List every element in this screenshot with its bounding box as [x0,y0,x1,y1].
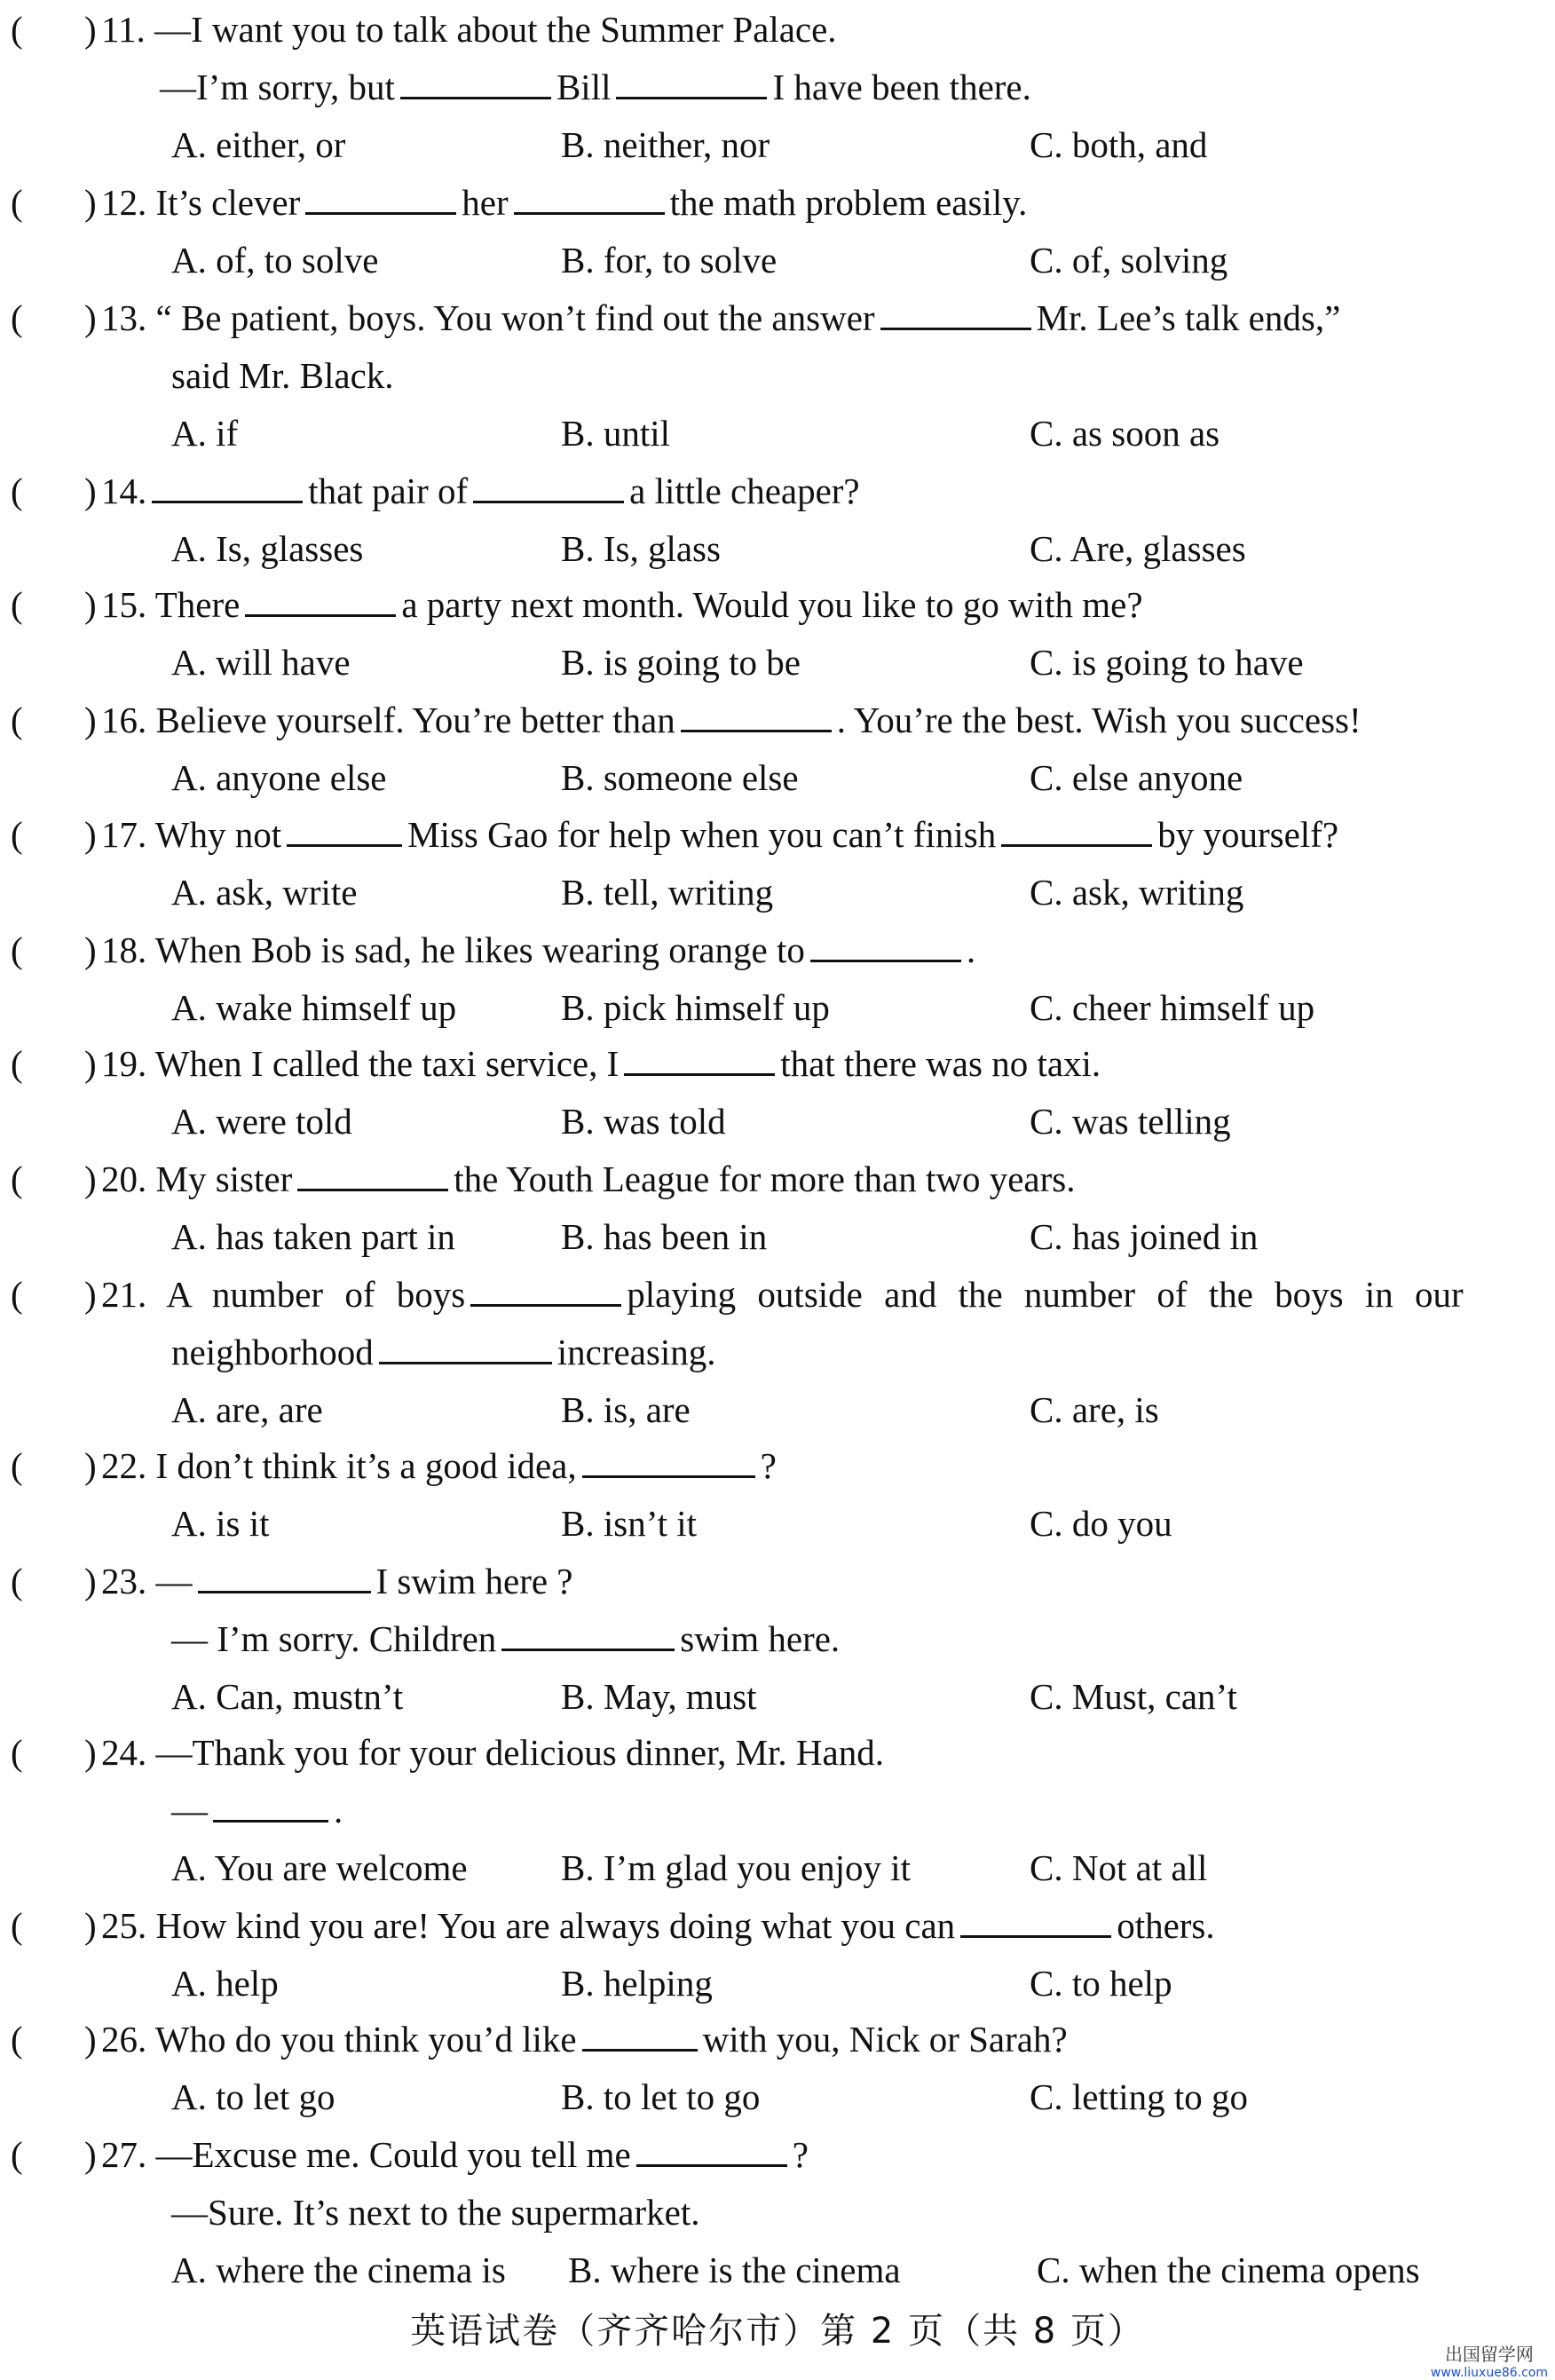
answer-paren-close: ) [84,9,97,50]
text: playing outside and the number of the boys in our [627,1274,1464,1315]
question-text [171,1783,343,1837]
text: I don’t think it’s a good idea, [155,1445,577,1486]
text: . [966,929,976,970]
question-text: —Sure. It’s next to the supermarket. [171,2192,700,2233]
answer-paren-close: ) [84,1905,97,1946]
option-a: A. will have [171,642,351,683]
option-b: B. is, are [561,1389,691,1430]
option-a: A. help [171,1963,279,2004]
option-c: C. when the cinema opens [1037,2250,1420,2290]
question-number: 12. [101,182,147,223]
text: Why not [154,814,282,855]
question-number: 21. [101,1274,147,1315]
answer-paren-close: ) [84,1732,97,1773]
question-number: 24. [101,1732,147,1773]
option-c: C. cheer himself up [1030,987,1315,1028]
answer-paren-open: ( [11,182,23,223]
answer-paren-open: ( [11,470,23,511]
answer-paren-close: ) [84,1274,97,1315]
option-c: C. is going to have [1030,642,1304,683]
option-b: B. until [561,413,671,454]
question-number: 20. [101,1158,147,1199]
option-b: B. is going to be [561,642,801,683]
question-text [101,464,860,518]
option-a: A. anyone else [171,757,387,798]
question-text [101,1268,1464,1321]
option-b: B. pick himself up [561,987,830,1028]
text: I swim here ? [375,1561,573,1601]
answer-paren-close: ) [84,929,97,970]
question-text [101,291,1340,344]
option-a: A. Is, glasses [171,528,364,569]
question-text [101,1439,777,1492]
option-b: B. I’m glad you enjoy it [561,1847,912,1888]
answer-paren-close: ) [84,700,97,740]
option-c: C. has joined in [1030,1216,1259,1257]
question-number: 16. [101,700,147,740]
blank [473,469,624,503]
option-c: C. else anyone [1030,757,1243,798]
blank [514,180,665,215]
watermark-title: 出国留学网 [1444,2344,1534,2365]
blank [616,65,767,99]
answer-paren-open: ( [11,1043,23,1084]
answer-paren-open: ( [11,2019,23,2060]
text: It’s clever [155,182,301,223]
question-text [101,1037,1101,1090]
option-c: C. are, is [1030,1389,1159,1430]
question-text [101,923,975,977]
question-text [101,1899,1215,1952]
option-c: C. to help [1030,1963,1172,2004]
option-b: B. has been in [561,1216,768,1257]
text: A number of boys [166,1274,466,1315]
option-b: B. May, must [561,1676,757,1717]
option-b: B. to let to go [561,2076,761,2117]
question-number: 14. [101,470,147,511]
text: Bill [556,67,612,107]
option-c: C. ask, writing [1030,872,1244,913]
blank [287,812,402,847]
option-c: C. do you [1030,1503,1172,1544]
question-text [171,1325,715,1379]
blank [960,1903,1111,1938]
question-number: 11. [101,9,146,50]
answer-paren-open: ( [11,297,23,338]
question-number: 26. [101,2019,147,2060]
question-text [101,176,1027,229]
blank [582,2017,698,2052]
text: ? [760,1445,777,1486]
answer-paren-close: ) [84,814,97,855]
text: — [155,1561,193,1601]
text: — [171,1790,208,1830]
text: that there was no taxi. [780,1043,1101,1084]
question-text [101,1152,1076,1206]
blank [681,698,832,732]
text: swim here. [680,1618,841,1659]
option-b: B. isn’t it [561,1503,698,1544]
text: How kind you are! You are always doing what you can [155,1905,956,1946]
option-a: A. ask, write [171,872,358,913]
question-text: said Mr. Black. [171,355,394,396]
option-a: A. is it [171,1503,270,1544]
answer-paren-close: ) [84,1445,97,1486]
option-b: B. for, to solve [561,240,778,281]
blank [582,1443,755,1478]
answer-paren-open: ( [11,1274,23,1315]
answer-paren-close: ) [84,1043,97,1084]
answer-paren-open: ( [11,814,23,855]
option-b: B. was told [561,1101,726,1142]
option-a: A. either, or [171,124,346,165]
answer-paren-close: ) [84,2019,97,2060]
question-text [101,808,1338,861]
text: a party next month. Would you like to go with me? [401,584,1143,625]
answer-paren-open: ( [11,1158,23,1199]
option-b: B. helping [561,1963,713,2004]
text: When I called the taxi service, I [154,1043,620,1084]
blank [152,469,303,503]
blank [501,1617,675,1651]
option-b: B. tell, writing [561,872,774,913]
option-a: A. to let go [171,2076,335,2117]
text: neighborhood [171,1332,374,1372]
blank [213,1788,328,1823]
option-a: A. has taken part in [171,1216,455,1257]
option-c: C. was telling [1030,1101,1231,1142]
question-text [101,693,1362,747]
question-text [101,2012,1068,2066]
blank [1001,812,1152,847]
blank [636,2132,787,2167]
answer-paren-open: ( [11,9,23,50]
text: — I’m sorry. Children [171,1618,497,1659]
question-stem: —I want you to talk about the Summer Palace. [154,9,837,50]
question-number: 18. [101,929,147,970]
blank [810,928,961,962]
blank [198,1559,371,1593]
answer-paren-open: ( [11,2134,23,2175]
option-c: C. letting to go [1030,2076,1248,2117]
option-a: A. are, are [171,1389,323,1430]
question-number: 22. [101,1445,147,1486]
question-text [171,1612,840,1665]
question-number: 27. [101,2134,147,2175]
answer-paren-open: ( [11,1445,23,1486]
text: a little cheaper? [629,470,860,511]
option-c: C. Are, glasses [1030,528,1246,569]
answer-paren-open: ( [11,1732,23,1773]
option-b: B. neither, nor [561,124,770,165]
text: There [154,584,241,625]
watermark-logo [1431,2340,1548,2380]
blank [245,582,396,617]
text: by yourself? [1157,814,1339,855]
answer-paren-close: ) [84,584,97,625]
answer-paren-open: ( [11,929,23,970]
blank [379,1330,552,1364]
blank [470,1272,621,1307]
text: . [334,1790,343,1830]
answer-paren-close: ) [84,1158,97,1199]
option-c: C. Not at all [1030,1847,1208,1888]
option-c: C. Must, can’t [1030,1676,1237,1717]
option-a: A. You are welcome [171,1847,468,1888]
question-number: 13. [101,297,147,338]
text: —I’m sorry, but [160,67,395,107]
question-text [101,578,1143,631]
blank [624,1041,775,1076]
option-c: C. both, and [1030,124,1208,165]
blank [400,65,551,99]
option-b: B. where is the cinema [568,2250,901,2290]
answer-paren-close: ) [84,1561,97,1601]
answer-paren-open: ( [11,1561,23,1601]
option-b: B. Is, glass [561,528,721,569]
text: Who do you think you’d like [154,2019,577,2060]
option-c: C. of, solving [1030,240,1228,281]
blank [297,1157,448,1191]
text: ? [792,2134,809,2175]
question-text [101,2128,809,2181]
question-text [160,60,1031,114]
text: Believe yourself. You’re better than [155,700,675,740]
text: that pair of [308,470,469,511]
option-a: A. if [171,413,239,454]
text: with you, Nick or Sarah? [702,2019,1068,2060]
text: increasing. [556,1332,716,1372]
answer-paren-close: ) [84,297,97,338]
option-a: A. where the cinema is [171,2250,506,2290]
blank [305,180,456,215]
answer-paren-open: ( [11,700,23,740]
blank [880,296,1031,330]
answer-paren-close: ) [84,2134,97,2175]
question-number: 25. [101,1905,147,1946]
option-a: A. were told [171,1101,352,1142]
answer-paren-close: ) [84,470,97,511]
text: the Youth League for more than two years. [454,1158,1076,1199]
text: —Excuse me. Could you tell me [155,2134,631,2175]
text: When Bob is sad, he likes wearing orange to [154,929,805,970]
text: Miss Gao for help when you can’t finish [407,814,997,855]
answer-paren-open: ( [11,584,23,625]
option-a: A. wake himself up [171,987,457,1028]
option-a: A. Can, mustn’t [171,1676,404,1717]
question-number: 17. [101,814,147,855]
question-number: 15. [101,584,147,625]
text: —Thank you for your delicious dinner, Mr. Hand. [155,1732,884,1773]
question-number: 23. [101,1561,147,1601]
question-number: 19. [101,1043,147,1084]
question-text [101,1554,573,1608]
answer-paren-open: ( [11,1905,23,1946]
text: My sister [155,1158,293,1199]
option-b: B. someone else [561,757,799,798]
text: “ Be patient, boys. You won’t find out the answer [155,297,875,338]
text: . You’re the best. Wish you success! [836,700,1362,740]
option-c: C. as soon as [1030,413,1220,454]
watermark-url: www.liuxue86.com [1430,2366,1548,2380]
text: her [462,182,509,223]
answer-paren-close: ) [84,182,97,223]
question-text [101,3,837,56]
text: the math problem easily. [669,182,1028,223]
option-a: A. of, to solve [171,240,379,281]
question-text [101,1726,884,1779]
text: Mr. Lee’s talk ends,” [1036,297,1341,338]
text: others. [1117,1905,1215,1946]
page-footer: 英语试卷（齐齐哈尔市）第 2 页（共 8 页） [410,2311,1145,2352]
text: I have been there. [772,67,1031,107]
